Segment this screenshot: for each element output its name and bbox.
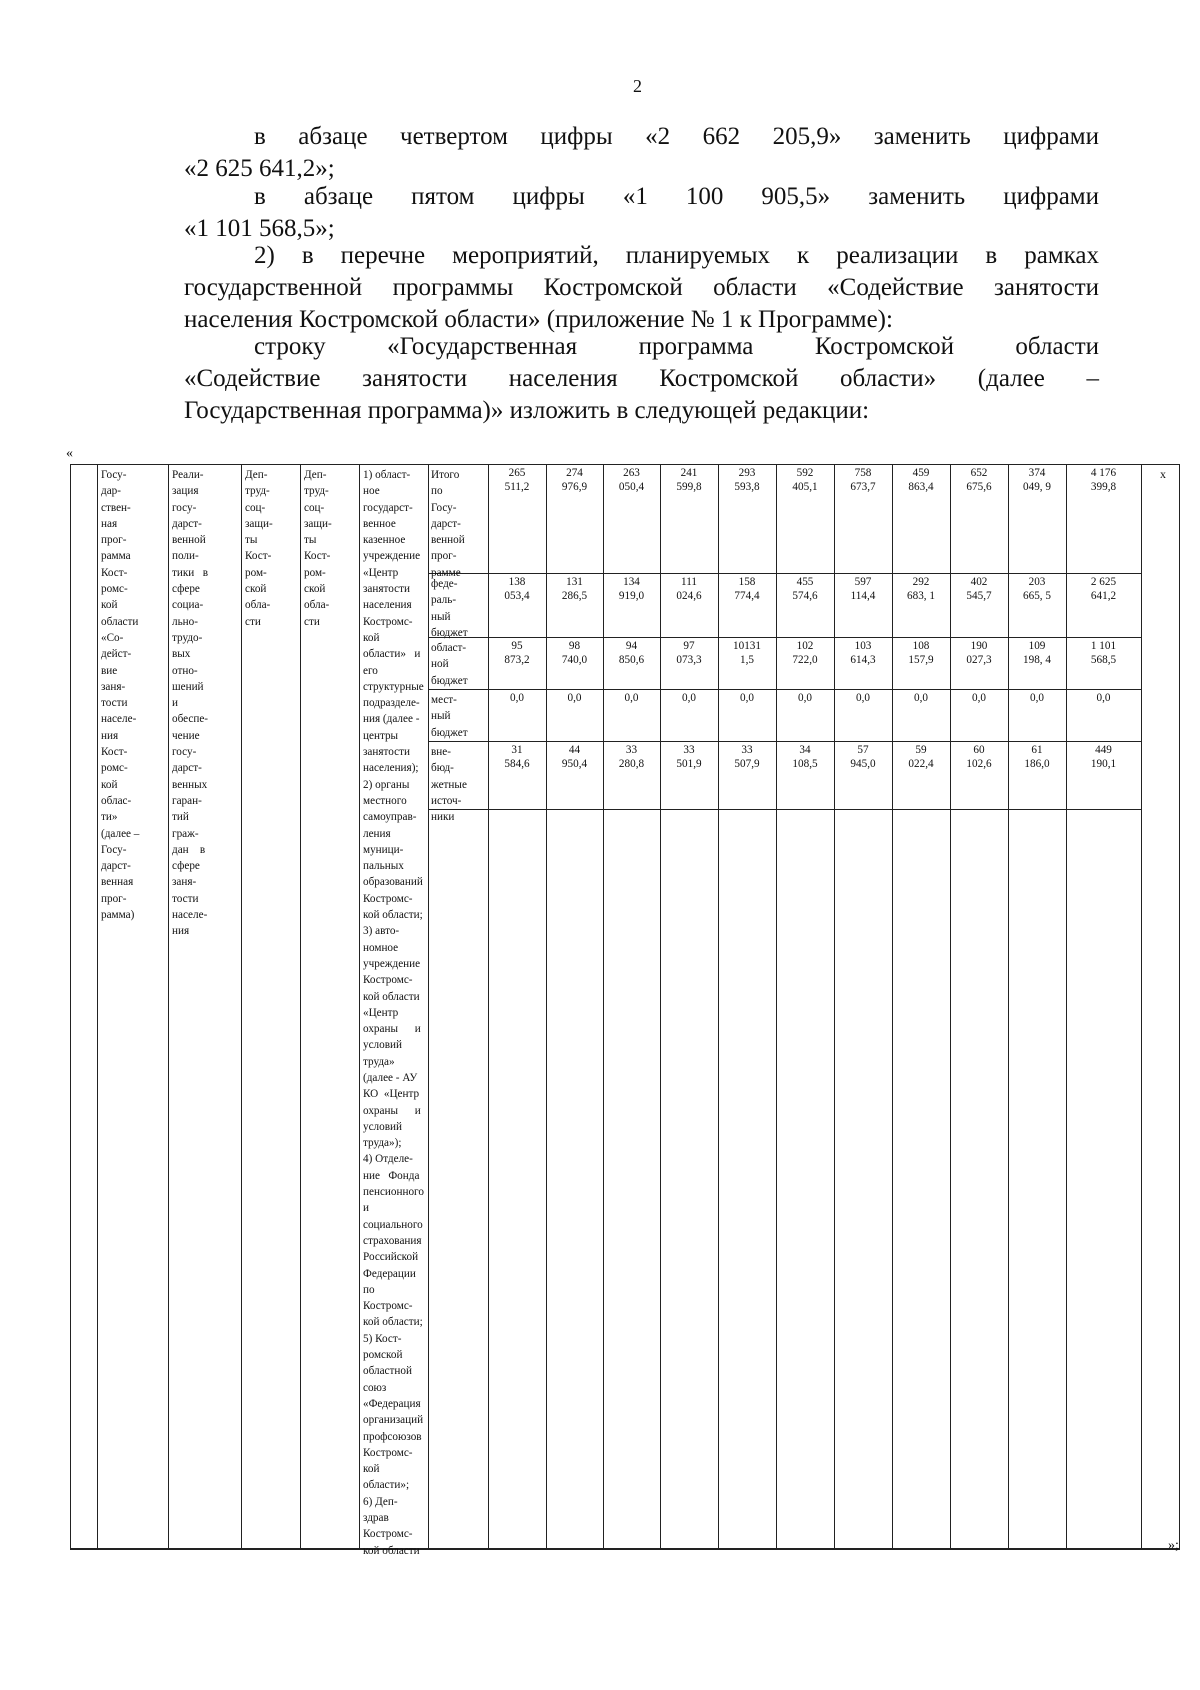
col-divider — [488, 464, 489, 1550]
funding-value: 0,0 — [1030, 692, 1044, 704]
funding-value: 0,0 — [798, 692, 812, 704]
col-divider — [428, 464, 429, 1550]
funding-value: 33 507,9 — [734, 744, 760, 770]
table-bottom-border — [70, 1548, 1180, 1550]
col-divider — [660, 464, 661, 1550]
col-divider — [776, 464, 777, 1550]
funding-value: 97 073,3 — [676, 640, 702, 666]
paragraph-line: «Содействие занятости населения Костромской области» (далее – — [184, 365, 1099, 392]
paragraph-line: населения Костромской области» (приложение № 1 к Программе): — [184, 306, 893, 333]
funding-source-label: вне- бюд- жетные источ- ники — [431, 746, 467, 824]
funding-value: 402 545,7 — [966, 576, 992, 602]
responsible-executor-cell: Деп- труд- соц- защи- ты Кост- ром- ской обла- сти — [245, 469, 273, 628]
coexecutor-cell: Деп- труд- соц- защи- ты Кост- ром- ской обла- сти — [304, 469, 332, 628]
col-divider — [1179, 464, 1180, 1550]
funding-value: 59 022,4 — [908, 744, 934, 770]
col-divider — [718, 464, 719, 1550]
row-divider — [428, 741, 1141, 742]
paragraph-line: в абзаце четвертом цифры «2 662 205,9» заменить цифрами — [254, 123, 1099, 150]
funding-value: 33 501,9 — [676, 744, 702, 770]
paragraph-line: «2 625 641,2»; — [184, 155, 335, 182]
funding-value: 57 945,0 — [850, 744, 876, 770]
funding-value: 597 114,4 — [850, 576, 876, 602]
funding-value: 111 024,6 — [676, 576, 702, 602]
funding-value: 292 683, 1 — [907, 576, 935, 602]
funding-value: 34 108,5 — [792, 744, 818, 770]
paragraph-line: 2) в перечне мероприятий, планируемых к реализации в рамках — [254, 242, 1099, 269]
funding-value: 203 665, 5 — [1023, 576, 1051, 602]
opening-quote: « — [66, 446, 73, 461]
paragraph-line: государственной программы Костромской области «Содействие занятости — [184, 274, 1099, 301]
funding-value: 455 574,6 — [792, 576, 818, 602]
col-divider — [950, 464, 951, 1550]
col-divider — [834, 464, 835, 1550]
funding-value: 138 053,4 — [504, 576, 530, 602]
funding-value: 241 599,8 — [676, 467, 702, 493]
col-divider — [546, 464, 547, 1550]
col-divider — [359, 464, 360, 1550]
program-goal-cell: Реали- зация госу- дарст- венной поли- тики в сфере социа- льно- трудо- вых отно- шений и обеспе- чение госу- дарст- венных гаран- тий граж- дан в сфере заня- тости населе- ния — [172, 469, 209, 938]
funding-value: 0,0 — [740, 692, 754, 704]
funding-value: 0,0 — [567, 692, 582, 704]
col-divider — [300, 464, 301, 1550]
funding-value: 190 027,3 — [966, 640, 992, 666]
program-name-cell: Госу- дар- ствен- ная прог- рамма Кост- ромс- кой области «Со- дейст- вие заня- тости населе- ния Кост- ромс- кой облас- ти» (далее – Госу- дарст- венная прог- рамма) — [101, 469, 140, 922]
col-divider — [892, 464, 893, 1550]
row-divider — [428, 573, 1141, 574]
funding-value: 0,0 — [856, 692, 870, 704]
funding-value: 134 919,0 — [618, 576, 645, 602]
funding-value: 0,0 — [1096, 692, 1111, 704]
funding-value: 1 101 568,5 — [1090, 640, 1117, 666]
funding-source-label: феде- раль- ный бюджет — [431, 578, 468, 639]
funding-value: 652 675,6 — [966, 467, 992, 493]
funding-value: 31 584,6 — [504, 744, 530, 770]
funding-source-label: мест- ный бюджет — [431, 694, 468, 739]
funding-source-label: област- ной бюджет — [431, 642, 468, 687]
col-divider — [70, 464, 71, 1550]
col-divider — [1008, 464, 1009, 1550]
funding-value: 592 405,1 — [792, 467, 818, 493]
no-value-mark: х — [1160, 467, 1166, 481]
paragraph-1 — [184, 121, 1099, 185]
program-table — [70, 464, 1180, 1557]
funding-value: 758 673,7 — [850, 467, 876, 493]
funding-value: 0,0 — [510, 692, 524, 704]
funding-value: 0,0 — [682, 692, 696, 704]
funding-value: 131 286,5 — [561, 576, 588, 602]
row-divider — [428, 809, 1141, 810]
col-divider — [241, 464, 242, 1550]
funding-value: 293 593,8 — [734, 467, 760, 493]
closing-quote: »; — [1168, 1538, 1179, 1553]
col-divider — [97, 464, 98, 1550]
paragraph-line: «1 101 568,5»; — [184, 215, 335, 242]
col-divider — [603, 464, 604, 1550]
paragraph-line: строку «Государственная программа Костромской области — [254, 333, 1099, 360]
col-divider — [1141, 464, 1142, 1550]
funding-value: 274 976,9 — [561, 467, 588, 493]
funding-value: 0,0 — [972, 692, 986, 704]
funding-value: 109 198, 4 — [1023, 640, 1051, 666]
funding-source-label: Итого по Госу- дарст- венной прог- рамме — [431, 469, 465, 579]
funding-value: 103 614,3 — [850, 640, 876, 666]
col-divider — [1066, 464, 1067, 1550]
table-top-border — [70, 464, 1180, 465]
funding-value: 44 950,4 — [561, 744, 588, 770]
funding-value: 459 863,4 — [908, 467, 934, 493]
funding-value: 4 176 399,8 — [1090, 467, 1117, 493]
page-number: 2 — [633, 76, 642, 96]
paragraph-2 — [184, 181, 1099, 245]
funding-value: 0,0 — [624, 692, 639, 704]
funding-value: 0,0 — [914, 692, 928, 704]
funding-value: 108 157,9 — [908, 640, 934, 666]
funding-value: 94 850,6 — [618, 640, 645, 666]
funding-value: 265 511,2 — [504, 467, 530, 493]
funding-value: 263 050,4 — [618, 467, 645, 493]
funding-value: 449 190,1 — [1090, 744, 1117, 770]
funding-value: 98 740,0 — [561, 640, 588, 666]
paragraph-3 — [184, 240, 1099, 336]
paragraph-4 — [184, 331, 1099, 427]
funding-value: 33 280,8 — [618, 744, 645, 770]
participants-cell: 1) област- ное государст- венное казенное учреждение «Центр занятости населения Костромс- кой области» и его структурные подразделе- ния (далее - центры занятости населения); 2) органы местного самоуправ- ления муници- пальных образований Костромс- кой области; 3) авто- номное учреждение Костромс- кой области «Центр охраны и условий труда» (далее - АУ КО «Центр охраны и условий труда»); 4) Отделе- ние Фонда пенсионного и социального страхования Российской Федерации по Костромс- кой области; 5) Кост- ромской областной союз «Федерация организаций профсоюзов Костромс- кой области»; 6) Деп- здрав Костромс- кой области — [363, 469, 424, 1557]
row-divider — [428, 637, 1141, 638]
funding-value: 10131 1,5 — [733, 640, 761, 666]
funding-value: 60 102,6 — [966, 744, 992, 770]
funding-value: 374 049, 9 — [1023, 467, 1051, 493]
funding-value: 102 722,0 — [792, 640, 818, 666]
row-divider — [428, 689, 1141, 690]
funding-value: 158 774,4 — [734, 576, 760, 602]
funding-value: 2 625 641,2 — [1090, 576, 1117, 602]
paragraph-line: Государственная программа)» изложить в следующей редакции: — [184, 397, 870, 424]
funding-value: 61 186,0 — [1024, 744, 1050, 770]
paragraph-line: в абзаце пятом цифры «1 100 905,5» заменить цифрами — [254, 183, 1099, 210]
col-divider — [168, 464, 169, 1550]
funding-value: 95 873,2 — [504, 640, 530, 666]
